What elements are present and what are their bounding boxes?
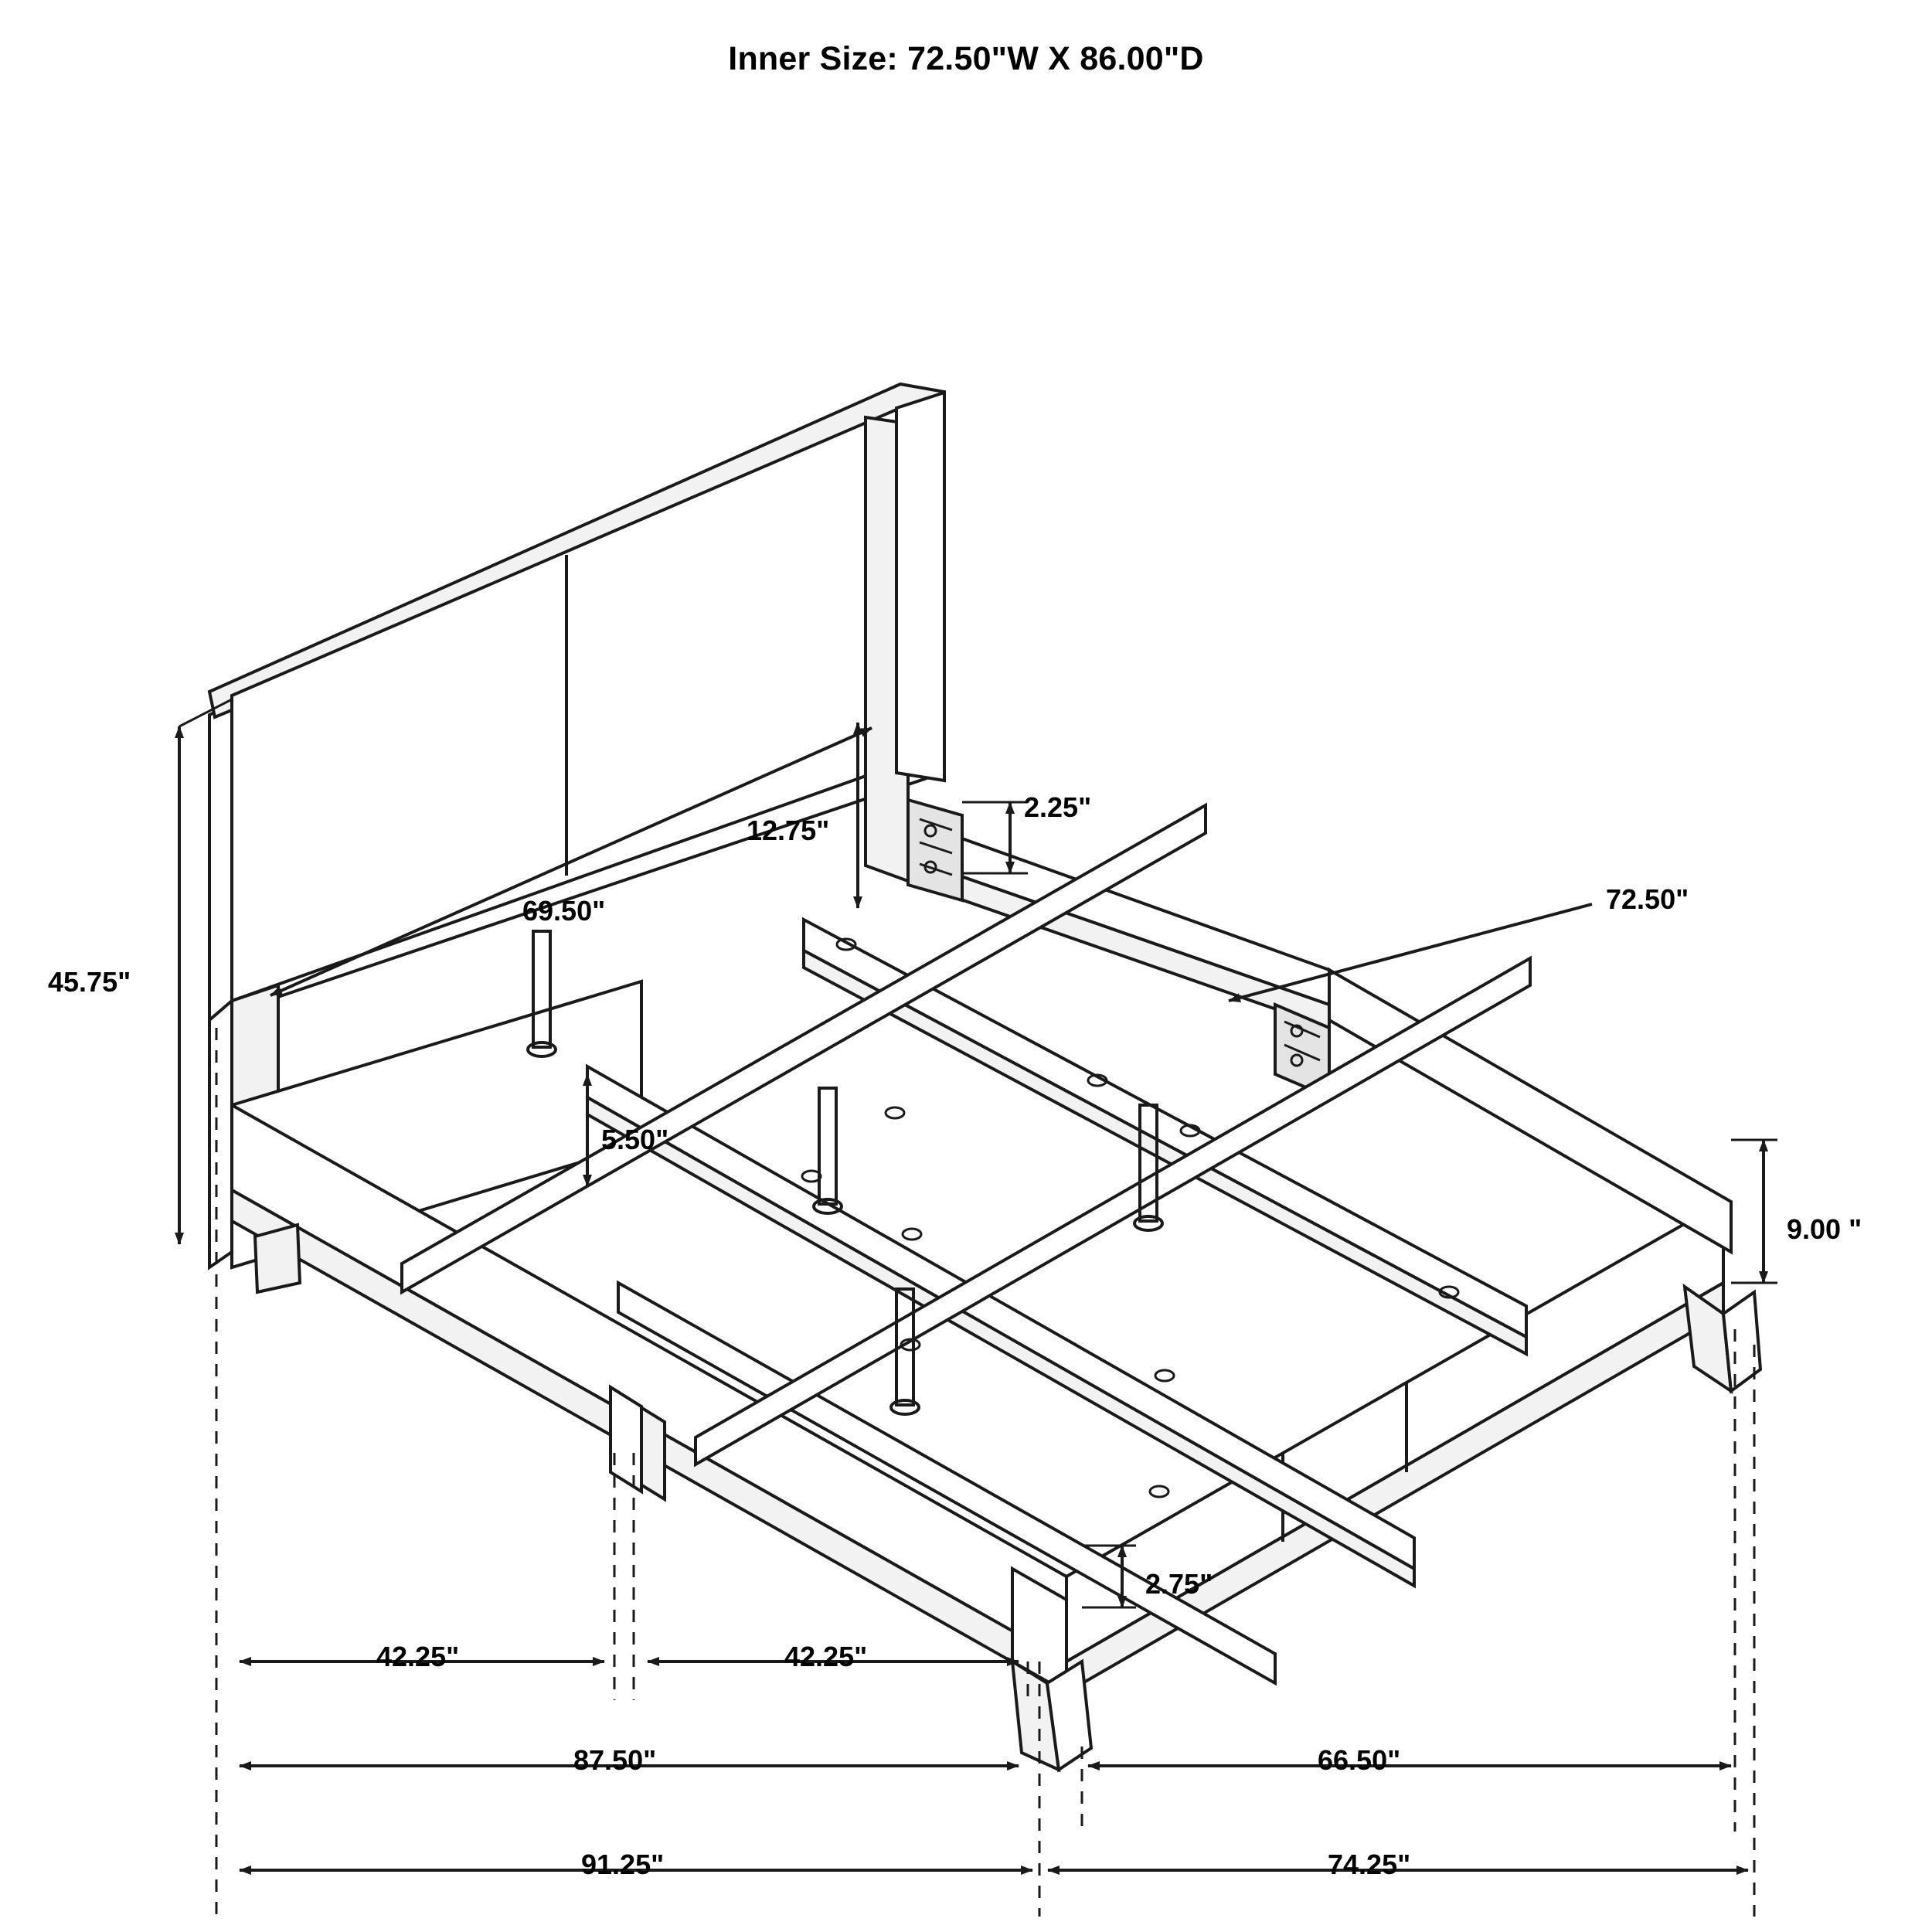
dim-overall-length-outer: 91.25" [581,1849,665,1880]
dim-overall-width-outer: 74.25" [1328,1849,1411,1880]
page-title: Inner Size: 72.50"W X 86.00"D [728,40,1204,77]
dim-foot-clearance: 2.75" [1145,1568,1213,1600]
dim-inner-width-callout: 72.50" [1606,883,1689,915]
dim-leg-span-right: 42.25" [784,1641,868,1672]
dim-headboard-height: 45.75" [48,966,131,998]
dim-overall-length-inner: 87.50" [573,1744,657,1776]
dim-leg-span-left: 42.25" [376,1641,460,1672]
dim-headboard-panel-width: 69.50" [522,895,606,927]
dim-headboard-panel-height: 12.75" [747,815,830,846]
dim-overall-width-inner: 66.50" [1318,1744,1401,1776]
dim-rail-offset-top: 2.25" [1024,791,1092,823]
dim-side-rail-height: 9.00 " [1787,1213,1862,1245]
dim-slat-leg-height: 5.50" [601,1124,669,1155]
